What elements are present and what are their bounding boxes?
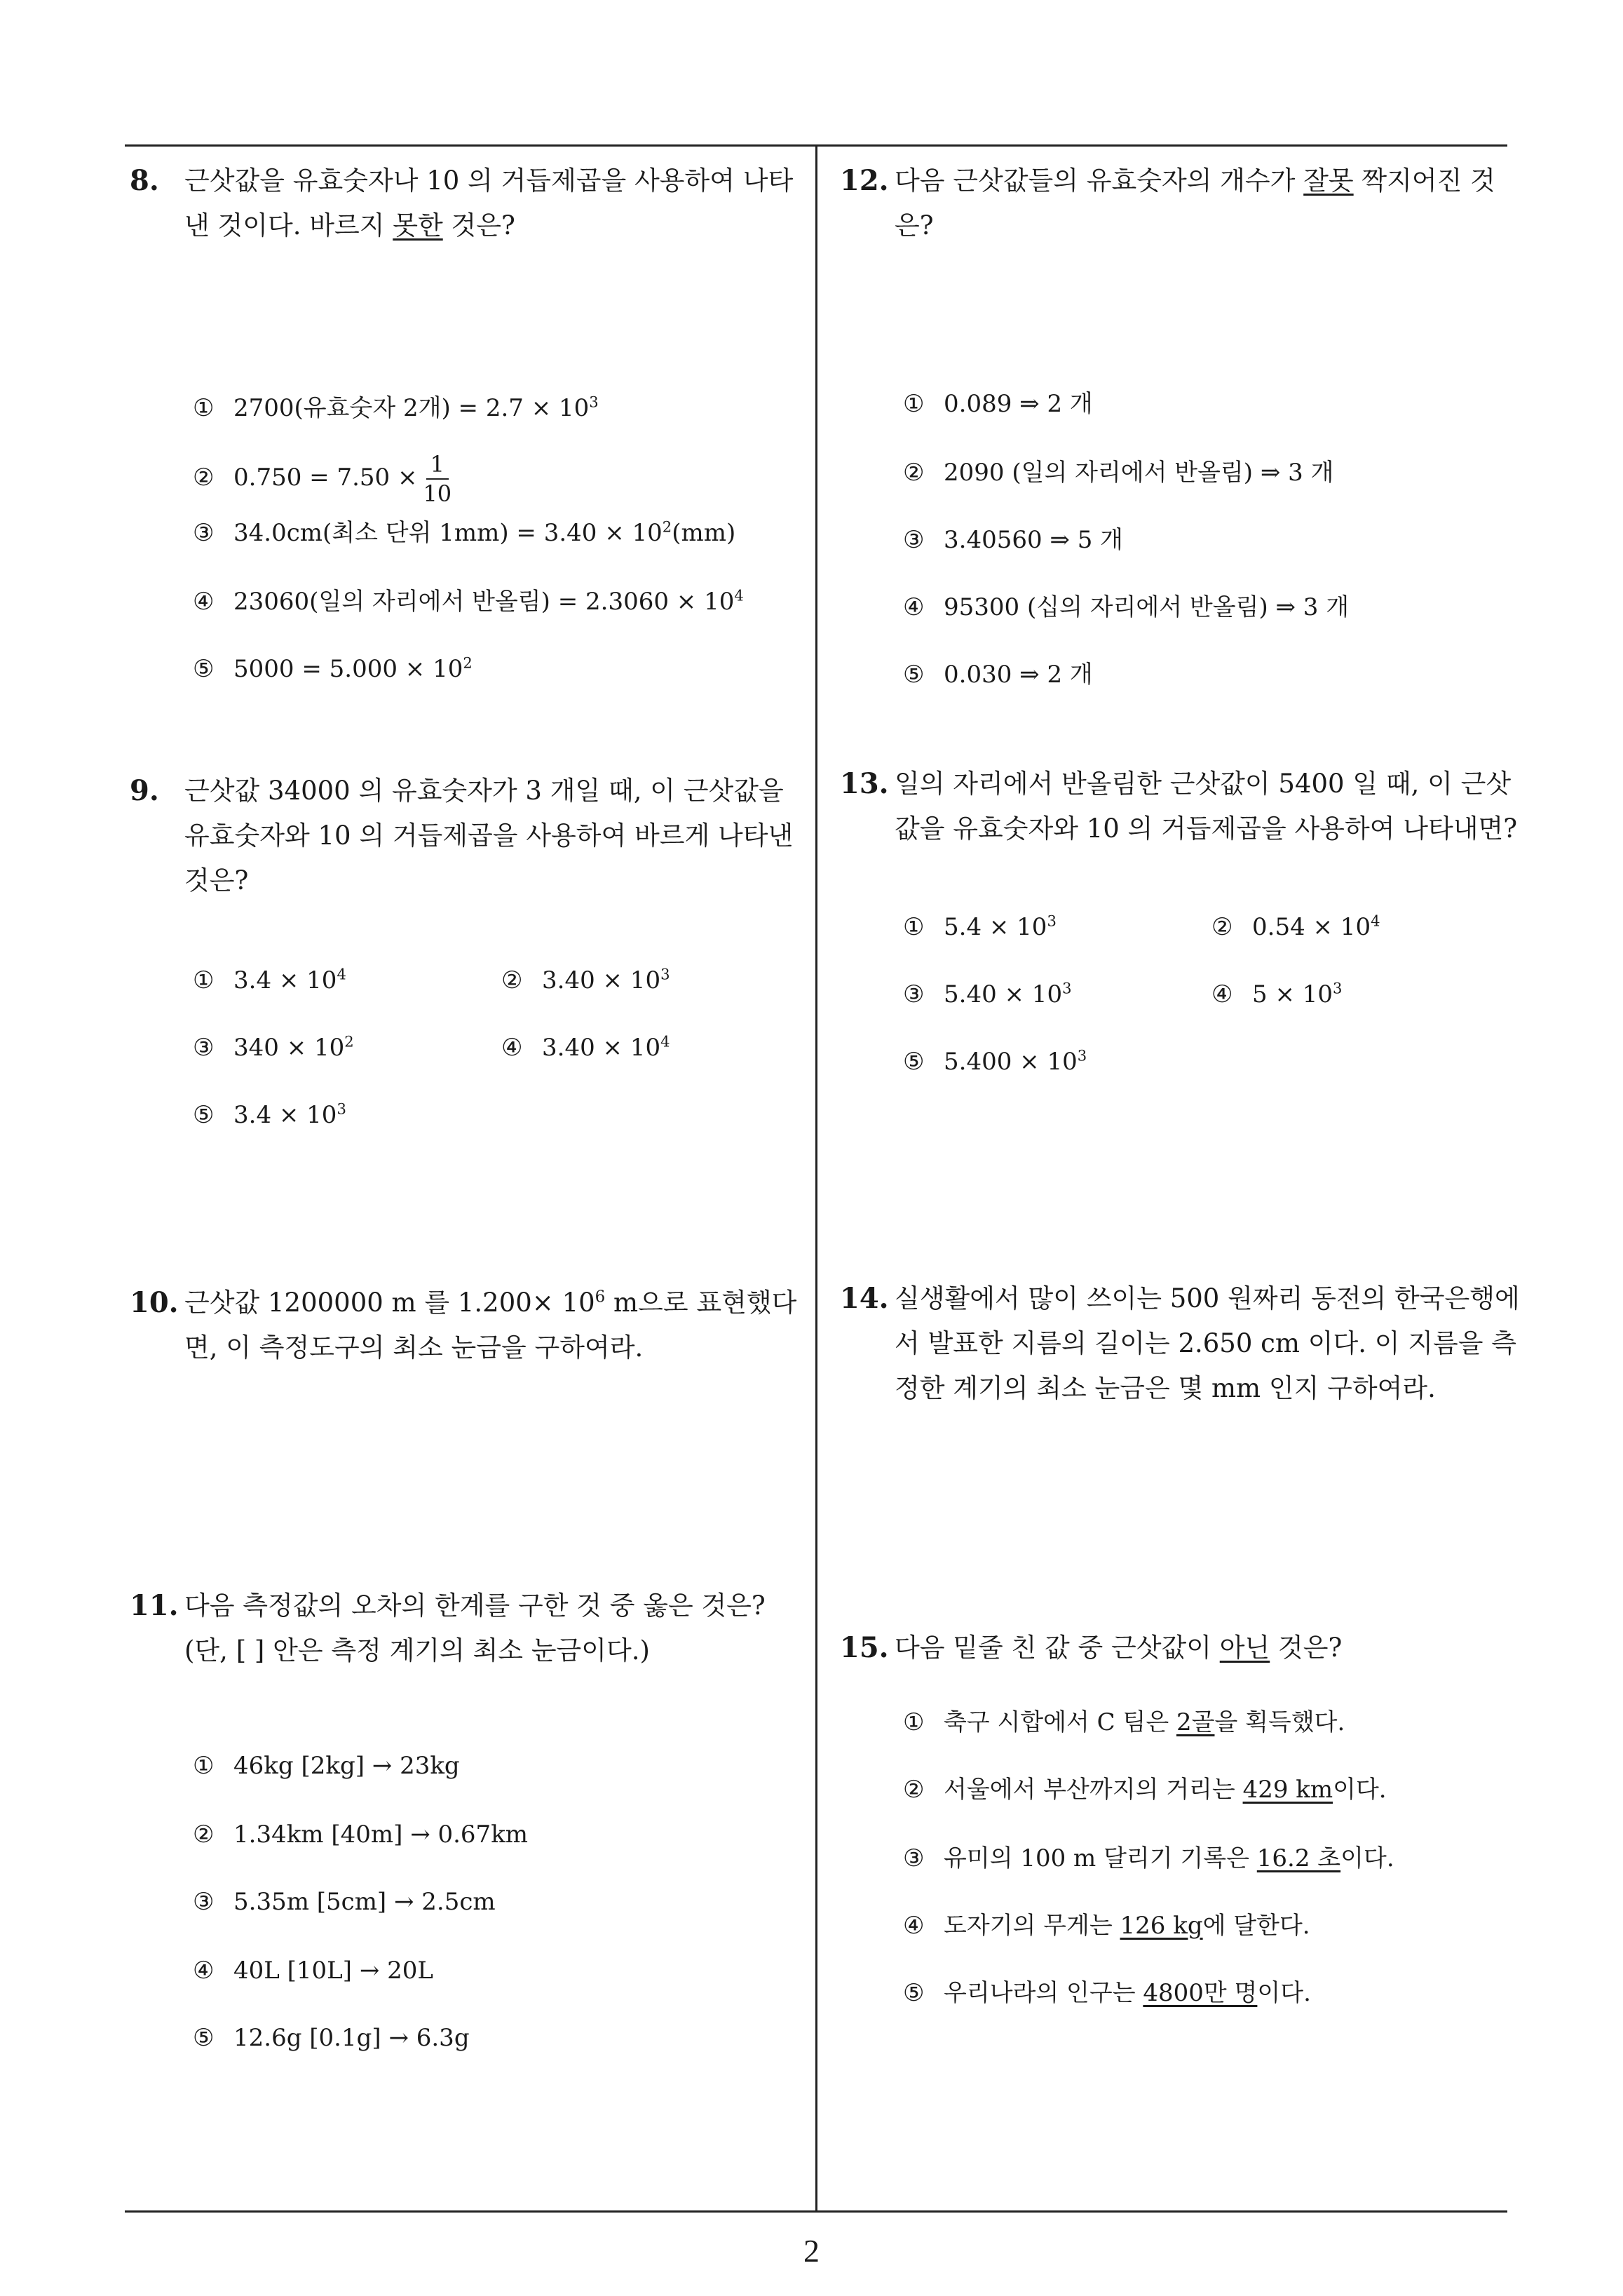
option-3[interactable]: ③ $5.40 \times 10^3$ (903, 979, 1072, 1008)
option-1[interactable]: ① $5.4 \times 10^3$ (903, 912, 1057, 941)
question-number: 10. (130, 1286, 179, 1319)
question-stem: 12. 다음 근삿값들의 유효숫자의 개수가 잘못 짝지어진 것은? (840, 158, 1520, 248)
fraction: $\frac{1}{10}$ (423, 451, 452, 507)
option-2[interactable]: ② 서울에서 부산까지의 거리는 429 km이다. (903, 1776, 1387, 1804)
underlined-value: 2골 (1176, 1708, 1215, 1736)
option-3[interactable]: ③ 34.0cm(최소 단위 $1mm) = 3.40 \times 10^2(mm)$ (193, 518, 736, 547)
option-3[interactable]: ③ $340 \times 10^2$ (193, 1032, 354, 1062)
question-8 (130, 158, 810, 683)
question-number: 12. (840, 164, 889, 197)
question-11 (130, 1583, 810, 2052)
option-4[interactable]: ④ $3.40 \times 10^4$ (501, 1032, 670, 1062)
option-1[interactable]: ① 46kg [2kg] → 23kg (193, 1752, 460, 1780)
option-4[interactable]: ④ $5 \times 10^3$ (1211, 979, 1343, 1008)
underlined-value: 4800만 명 (1143, 1979, 1258, 2007)
option-5[interactable]: ⑤ 12.6g [0.1g] → 6.3g (193, 2024, 470, 2052)
question-stem: 11. 다음 측정값의 오차의 한계를 구한 것 중 옳은 것은? (단, [ ] 안은 측정 계기의 최소 눈금이다.) (130, 1583, 810, 1673)
question-number: 13. (840, 767, 889, 800)
option-5[interactable]: ⑤ 0.030 ⇒ 2 개 (903, 661, 1093, 689)
question-stem: 13. 일의 자리에서 반올림한 근삿값이 5400 일 때, 이 근삿값을 유효숫자와 10 의 거듭제곱을 사용하여 나타내면? (840, 762, 1520, 851)
question-stem: 8. 근삿값을 유효숫자나 10 의 거듭제곱을 사용하여 나타낸 것이다. 바르지 못한 것은? (130, 158, 810, 248)
option-1[interactable]: ① 2700(유효숫자 2개) = $2.7 \times 10^3$ (193, 393, 599, 422)
underlined-value: 16.2 초 (1256, 1844, 1341, 1872)
question-10 (130, 1281, 810, 1370)
question-number: 9. (130, 774, 159, 807)
question-13 (840, 762, 1520, 1076)
question-stem: 10. 근삿값 1200000 m 를 $1.200\times 10^6$ m으로 표현했다면, 이 측정도구의 최소 눈금을 구하여라. (130, 1281, 810, 1370)
option-5[interactable]: ⑤ $5.400 \times 10^3$ (903, 1046, 1087, 1076)
question-12 (840, 158, 1520, 689)
option-3[interactable]: ③ 3.40560 ⇒ 5 개 (903, 526, 1123, 554)
question-14 (840, 1276, 1520, 1411)
option-5[interactable]: ⑤ $5000 = 5.000 \times 10^2$ (193, 654, 473, 683)
option-5[interactable]: ⑤ $3.4 \times 10^3$ (193, 1100, 346, 1129)
question-number: 11. (130, 1589, 179, 1622)
option-5[interactable]: ⑤ 우리나라의 인구는 4800만 명이다. (903, 1979, 1311, 2007)
bottom-rule (125, 2210, 1507, 2213)
question-15 (840, 1626, 1520, 2007)
option-1[interactable]: ① 0.089 ⇒ 2 개 (903, 390, 1093, 418)
question-stem: 15. 다음 밑줄 친 값 중 근삿값이 아닌 것은? (840, 1626, 1520, 1670)
underlined-value: 429 km (1242, 1776, 1333, 1804)
question-9 (130, 769, 810, 1129)
option-4[interactable]: ④ 95300 (십의 자리에서 반올림) ⇒ 3 개 (903, 593, 1350, 621)
underlined-value: 126 kg (1120, 1912, 1203, 1940)
option-3[interactable]: ③ 유미의 100 m 달리기 기록은 16.2 초이다. (903, 1844, 1394, 1872)
option-2[interactable]: ② 1.34km [40m] → 0.67km (193, 1821, 529, 1849)
underlined-word: 아닌 (1219, 1633, 1270, 1663)
option-4[interactable]: ④ 23060(일의 자리에서 반올림) = $2.3060 \times 10^4$ (193, 586, 744, 616)
option-2[interactable]: ② $0.54 \times 10^4$ (1211, 912, 1380, 941)
option-1[interactable]: ① 축구 시합에서 C 팀은 2골을 획득했다. (903, 1708, 1345, 1736)
question-number: 8. (130, 164, 159, 197)
option-2[interactable]: ② $3.40 \times 10^3$ (501, 965, 670, 994)
option-4[interactable]: ④ 40L [10L] → 20L (193, 1957, 433, 1985)
column-divider (815, 144, 817, 2213)
option-1[interactable]: ① $3.4 \times 10^4$ (193, 965, 346, 994)
option-4[interactable]: ④ 도자기의 무게는 126 kg에 달한다. (903, 1912, 1310, 1940)
question-stem: 14. 실생활에서 많이 쓰이는 500 원짜리 동전의 한국은행에서 발표한 지름의 길이는 2.650 cm 이다. 이 지름을 측정한 계기의 최소 눈금은 몇 mm 인지 구하여라. (840, 1276, 1520, 1411)
underlined-word: 못한 (393, 210, 443, 241)
question-stem: 9. 근삿값 34000 의 유효숫자가 3 개일 때, 이 근삿값을 유효숫자와 10 의 거듭제곱을 사용하여 바르게 나타낸 것은? (130, 769, 810, 903)
option-2[interactable]: ② 0.750 = 7.50 × $\frac{1}{10}$ (193, 451, 452, 507)
underlined-word: 잘못 (1303, 166, 1354, 196)
option-3[interactable]: ③ 5.35m [5cm] → 2.5cm (193, 1888, 496, 1916)
question-number: 15. (840, 1631, 889, 1664)
page-number: 2 (803, 2233, 820, 2269)
option-2[interactable]: ② 2090 (일의 자리에서 반올림) ⇒ 3 개 (903, 459, 1334, 487)
question-number: 14. (840, 1282, 889, 1315)
